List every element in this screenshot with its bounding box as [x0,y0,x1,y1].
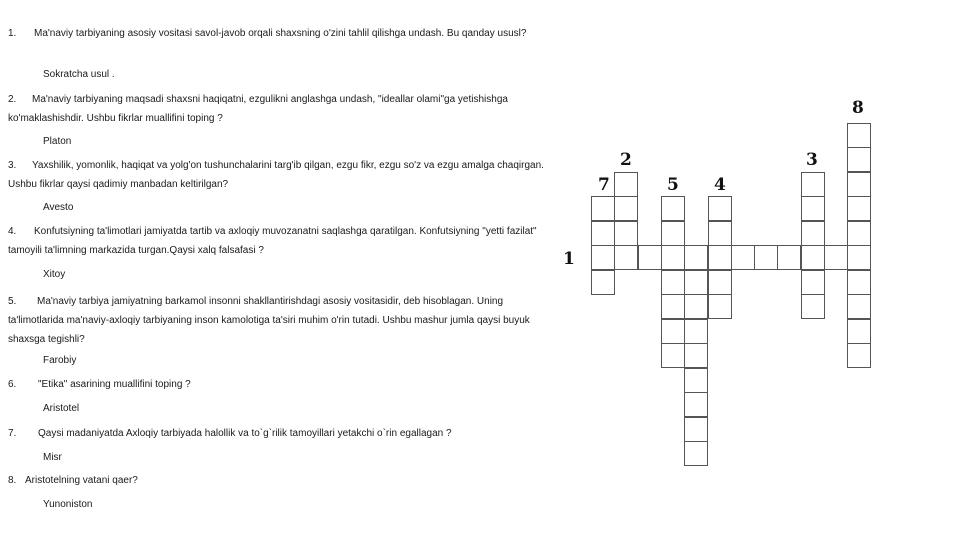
crossword-cell[interactable] [684,368,708,393]
answer-1: Sokratcha usul . [43,69,115,80]
crossword-cell[interactable] [708,245,732,270]
question-7 [8,424,556,443]
question-number: 2. [8,94,17,105]
question-number: 3. [8,160,17,171]
question-text: Ma'naviy tarbiyaning asosiy vositasi savol-javob orqali shaxsning o'zini tahlil qilishga undash. Bu qanday ususl? [34,28,527,39]
question-6 [8,375,556,394]
crossword-cell[interactable] [847,196,871,221]
crossword-cell[interactable] [684,417,708,442]
clue-number-4: 4 [714,175,726,195]
question-text: Aristotelning vatani qaer? [25,475,138,486]
crossword-cell[interactable] [777,245,801,270]
question-4 [8,222,556,260]
crossword-cell[interactable] [684,441,708,466]
answer-6: Aristotel [43,403,80,414]
crossword-cell[interactable] [824,245,848,270]
clue-number-8: 8 [852,98,864,118]
answer-4: Xitoy [43,269,66,280]
question-text: Konfutsiyning ta'limotlari jamiyatda tartib va axloqiy muvozanatni saqlashga qaratilgan. Konfutsiyning "yetti fazilat" tamoyili ta'limning markazida turgan.Qaysi xalq falsafasi ? [8,226,537,256]
crossword-cell[interactable] [801,221,825,246]
question-number: 6. [8,379,17,390]
clue-number-2: 2 [620,150,632,170]
clue-number-7: 7 [598,175,610,195]
crossword-cell[interactable] [847,245,871,270]
answer-5: Farobiy [43,355,77,366]
question-text: Ma'naviy tarbiya jamiyatning barkamol insonni shakllantirishdagi asosiy vositasidir, deb hisoblagan. Uning ta'limotlarida ma'naviy-axloqiy tarbiyaning inson kamolotiga ta'siri muhim o'rin tutadi. Ushbu mashur jumla qaysi buyuk shaxsga tegishli? [8,296,530,345]
crossword-cell[interactable] [661,245,685,270]
crossword-cell[interactable] [614,221,638,246]
question-number: 5. [8,296,17,307]
question-number: 4. [8,226,17,237]
question-text: Ma'naviy tarbiyaning maqsadi shaxsni haqiqatni, ezgulikni anglashga undash, "ideallar olami"ga yetishishga ko'maklashishdir. Ushbu fikrlar muallifini toping ? [8,94,508,124]
crossword-cell[interactable] [847,343,871,368]
question-number: 8. [8,475,17,486]
question-5 [8,292,556,349]
crossword-cell[interactable] [661,221,685,246]
crossword-cell[interactable] [591,221,615,246]
answer-2: Platon [43,136,72,147]
crossword-cell[interactable] [591,196,615,221]
question-8 [8,471,556,490]
crossword-cell[interactable] [708,221,732,246]
crossword-cell[interactable] [684,270,708,295]
clue-number-5: 5 [667,175,679,195]
crossword-cell[interactable] [661,343,685,368]
question-text: "Etika" asarining muallifini toping ? [38,379,191,390]
crossword-cell[interactable] [847,294,871,319]
clue-number-3: 3 [806,150,818,170]
crossword-cell[interactable] [801,245,825,270]
crossword-cell[interactable] [847,221,871,246]
crossword-cell[interactable] [847,147,871,172]
question-2 [8,90,556,128]
crossword-cell[interactable] [684,392,708,417]
crossword-cell[interactable] [684,319,708,344]
crossword-cell[interactable] [638,245,662,270]
crossword-cell[interactable] [661,196,685,221]
crossword-cell[interactable] [847,270,871,295]
crossword-cell[interactable] [614,245,638,270]
crossword-cell[interactable] [754,245,778,270]
crossword-cell[interactable] [614,172,638,197]
crossword-cell[interactable] [684,245,708,270]
crossword-cell[interactable] [847,172,871,197]
crossword-cell[interactable] [684,294,708,319]
crossword-cell[interactable] [614,196,638,221]
crossword-cell[interactable] [708,270,732,295]
crossword-cell[interactable] [591,270,615,295]
question-1 [8,24,556,43]
crossword-cell[interactable] [847,319,871,344]
crossword-cell[interactable] [661,319,685,344]
crossword-cell[interactable] [801,294,825,319]
crossword-cell[interactable] [731,245,755,270]
crossword-cell[interactable] [661,294,685,319]
crossword-cell[interactable] [708,196,732,221]
crossword-cell[interactable] [801,270,825,295]
crossword-cell[interactable] [801,172,825,197]
question-text: Qaysi madaniyatda Axloqiy tarbiyada halollik va to`g`rilik tamoyillari yetakchi o`rin egallagan ? [38,428,452,439]
clue-number-1: 1 [563,249,575,269]
question-number: 1. [8,28,17,39]
answer-8: Yunoniston [43,499,93,510]
question-3 [8,156,556,194]
answer-3: Avesto [43,202,74,213]
answer-7: Misr [43,452,62,463]
crossword-cell[interactable] [684,343,708,368]
question-text: Yaxshilik, yomonlik, haqiqat va yolg'on tushunchalarini targ'ib qilgan, ezgu fikr, ezgu so'z va ezgu amalga chaqirgan. Ushbu fikrlar qaysi qadimiy manbadan keltirilgan? [8,160,544,190]
question-number: 7. [8,428,17,439]
crossword-cell[interactable] [661,270,685,295]
crossword-cell[interactable] [801,196,825,221]
crossword-cell[interactable] [847,123,871,148]
crossword-cell[interactable] [591,245,615,270]
crossword-cell[interactable] [708,294,732,319]
